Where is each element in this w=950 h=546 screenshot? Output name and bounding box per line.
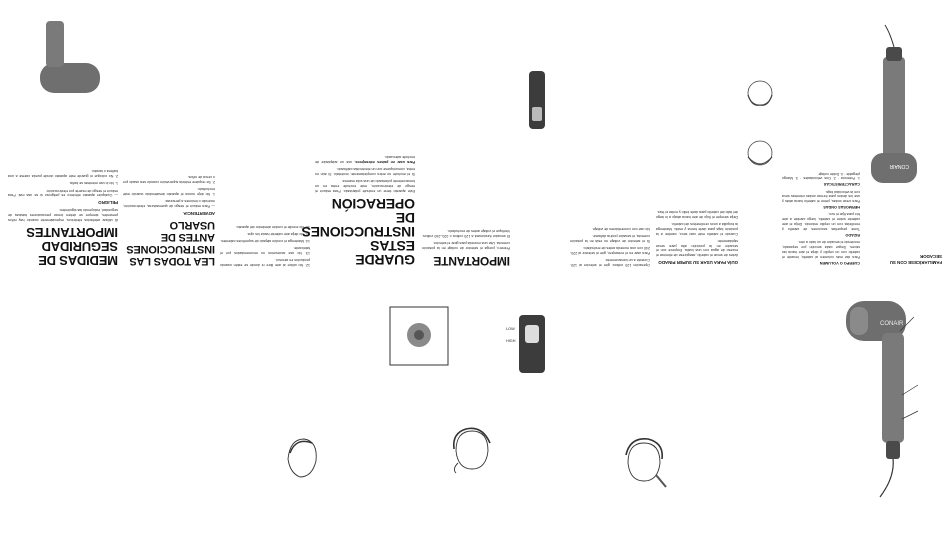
warning-heading: ADVERTENCIA xyxy=(183,211,215,216)
dryer-diagram-large xyxy=(855,23,935,183)
dryer-cover-illustration xyxy=(20,13,110,103)
usage-column-2: GUÍA PARA USAR SU SUPER PINADO Antes de secar el cabello, asegúrese de eliminar el exceso de agua con una toalla. Empiece con el secador en la posición alta para secar rápidamente. Cuando el cabello esté casi seco, cambie a la posición baja para darle forma y estilo. Mantenga la boquilla a unos centímetros del cabello. Dirija siempre el flujo de aire hacia abajo a lo largo del tallo del cabello para darle brillo y evitar el frizz. xyxy=(656,209,738,265)
operating-title: GUARDE ESTAS INSTRUCCIONES DE OPERACIÓN xyxy=(301,196,415,268)
safety-column-1: MEDIDAS DE SEGURIDAD IMPORTANTES Al utilizar artefactos eléctricos, especialmente cuando hay niños presentes, siempre se deben tomar precauciones básicas de seguridad, incluyendo las siguientes: PELIGRO — Cualquier aparato eléctrico es peligroso si se usa mal. Para reducir el riesgo de muerte por electrocución: 1. No lo use mientras se baña. 2. No coloque ni guarde este aparato donde pueda caerse a una bañera o lavabo. xyxy=(8,169,118,268)
head-illustration-1 xyxy=(282,433,322,481)
safety-title: MEDIDAS DE SEGURIDAD IMPORTANTES xyxy=(26,225,118,268)
safety-intro: Al utilizar artefactos eléctricos, especialmente cuando hay niños presentes, siempre se deben tomar precauciones básicas de seguridad, incluyendo las siguientes: xyxy=(8,208,118,222)
dual-voltage-column: Operación 120 voltios: gire el selector al 120. Conecte a un tomacorriente. Para usar en el extranjero, gire el selector al 220-240 con una moneda antes de enchufarlo. Si el selector de voltaje no está en la posición correcta, el secador podría dañarse. No use con convertidores de voltaje. xyxy=(570,227,650,267)
usage-title: GUÍA PARA USAR SU SUPER PINADO xyxy=(658,260,738,265)
waves-title: HERMOSAS ONDAS xyxy=(823,205,860,210)
head-illustration-2 xyxy=(448,423,496,475)
head-illustration-3 xyxy=(618,433,670,489)
operating-column: GUARDE ESTAS INSTRUCCIONES DE OPERACIÓN Este aparato tiene un enchufe polarizado. Para reducir el riesgo de electrocución, este enchufe entra en un tomacorriente polarizado de una sola manera. Si el enchufe no entra completamente, inviértalo. Si aún no entra, comuníquese con un electricista calificado. Para usar en países extranjeros, use un adaptador de enchufe adecuado. xyxy=(301,155,415,268)
familiarize-title: FAMILIARÍCESE CON SU SECADOR xyxy=(889,254,942,265)
dryer-diagram xyxy=(840,301,920,501)
dryer-brand: CONAIR xyxy=(880,321,904,327)
important-column: IMPORTANTE Primero, ponga el selector de voltaje en la posición correcta. Use una moneda para girar el selector. El secador funcionará a 120 voltios o 220–240 voltios. Verifique el voltaje antes de enchufarlo. xyxy=(422,229,510,268)
important-title: IMPORTANTE xyxy=(433,254,510,268)
safety-column-2: LEA TODAS LAS INSTRUCCIONES ANTES DE USARLO ADVERTENCIA — Para reducir el riesgo de quemaduras, electrocución, incendio o lesiones a personas: 1. No deje nunca el aparato desatendido cuando esté enchufado. 2. Se requiere estricta supervisión cuando sea usado por o cerca de niños. xyxy=(123,175,215,267)
switch-diagram-top xyxy=(519,63,555,133)
switch-high-label: HIGH xyxy=(506,339,516,343)
curls-title: RIZADO xyxy=(845,233,860,238)
warning-lead: — Para reducir el riesgo de quemaduras, electrocución, incendio o lesiones a personas: xyxy=(123,199,215,209)
safety-column-3: 12. No utilice al aire libre ni donde se estén usando productos en aerosol. 13. No use accesorios no recomendados por el fabricante. 14. Mantenga el cordón alejado de superficies calientes. 15. No dirija aire caliente hacia los ojos. 16. No enrolle el cordón alrededor del aparato. xyxy=(220,224,310,267)
voltage-selector-diagram xyxy=(388,305,450,367)
styling-illustration-1 xyxy=(742,133,778,173)
volume-title: CUERPO O VOLUMEN xyxy=(819,261,860,265)
switch-diagram xyxy=(515,311,549,377)
styling-illustration-2 xyxy=(742,73,778,113)
dryer-brand-mark: CONAIR xyxy=(889,163,909,169)
danger-lead: — Cualquier aparato eléctrico es peligroso si se usa mal. Para reducir el riesgo de muerte por electrocución: xyxy=(8,188,118,198)
features-title: CARACTERÍSTICAS xyxy=(823,182,860,187)
danger-heading: PELIGRO xyxy=(98,200,118,206)
read-instructions-title: LEA TODAS LAS INSTRUCCIONES ANTES DE USARLO xyxy=(126,219,215,267)
usage-column-1: CUERPO O VOLUMEN Para dar más volumen al cabello, levante el cabello con un cepillo y dirija el aire hacia las raíces. Seque cada sección por separado, moviendo el secador de un lado a otro. RIZADO Tome pequeñas secciones de cabello y enróllelas con un cepillo redondo. Dirija el aire caliente sobre el cabello, luego cambie a aire frío para fijar el rizo. HERMOSAS ONDAS Para crear ondas, peine el cabello hacia atrás y use los dedos para formar ondas mientras seca con la velocidad baja. CARACTERÍSTICAS 1. Potencia · 2. Dos velocidades · 3. Mango plegable · 4. Doble voltaje xyxy=(782,171,860,265)
switch-low-label: LOW xyxy=(506,327,515,331)
bottom-half xyxy=(0,273,950,546)
